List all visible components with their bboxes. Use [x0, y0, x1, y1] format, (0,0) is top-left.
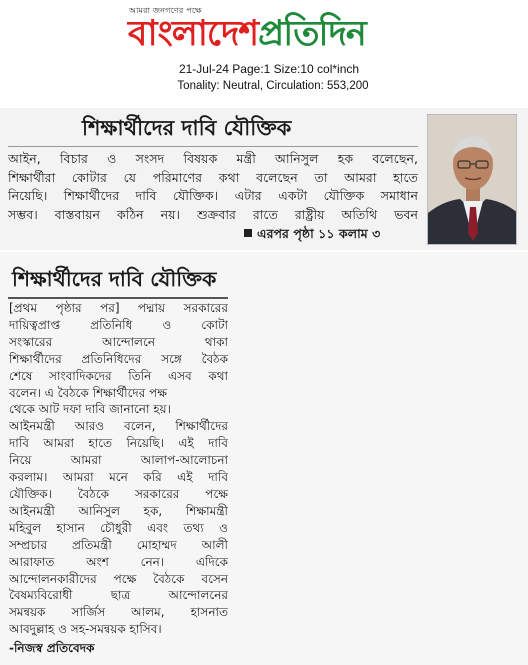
byline: -নিজস্ব প্রতিবেদক — [9, 641, 95, 655]
newspaper-logo — [128, 14, 366, 54]
continuation-body-line: মহিবুল হাসান চৌধুরী এবং তথ্য ও — [9, 520, 228, 535]
front-body-text — [8, 150, 418, 224]
continuation-body-line: নিয়ে আমরা আলাপ-আলোচনা — [9, 453, 228, 468]
jump-text: এরপর পৃষ্ঠা ১১ কলাম ৩ — [257, 226, 381, 241]
continuation-body-line: বৈষম্যবিরোধী ছাত্র আন্দোলনের — [9, 588, 228, 603]
jump-reference — [244, 226, 422, 246]
portrait-image — [428, 115, 517, 245]
logo-word-bangladesh: বাংলাদেশ — [128, 14, 259, 54]
continuation-body-line: দায়িত্বপ্রাপ্ত প্রতিনিধি ও কোটা — [9, 317, 228, 332]
clipping-meta-tonality: Tonality: Neutral, Circulation: 553,200 — [177, 80, 369, 92]
masthead — [0, 0, 528, 110]
continuation-body-line: দাবি আমরা হাতে নিয়েছি। এই দাবি — [9, 436, 228, 451]
logo-word-protidin: প্রতিদিন — [258, 14, 366, 54]
continuation-body-line: থেকে আট দফা দাবি জানানো হয়। — [9, 402, 171, 417]
minister-portrait — [427, 114, 517, 245]
front-body-line: সম্ভব। বাস্তবায়ন কঠিন নয়। শুক্রবার রাতে রাষ্ট্রীয় অতিথি ভবন — [8, 206, 418, 222]
continuation-body-text — [9, 300, 228, 638]
front-body-line: নিয়েছি। শিক্ষার্থীদের দাবি যৌক্তিক। এটার একটা যৌক্তিক সমাধান — [8, 188, 418, 203]
front-headline: শিক্ষার্থীদের দাবি যৌক্তিক — [82, 115, 292, 140]
front-body-line: আইন, বিচার ও সংসদ বিষয়ক মন্ত্রী আনিসুল হক বলেছেন, — [8, 151, 418, 166]
continuation-body-line: শিক্ষার্থীদের প্রতিনিধিদের সঙ্গে বৈঠক — [9, 351, 228, 366]
continuation-body-line: [প্রথম পৃষ্ঠার পর] পদ্মায় সরকারের — [9, 301, 228, 315]
clipping-meta-date-page: 21-Jul-24 Page:1 Size:10 col*inch — [178, 62, 360, 76]
headline-divider — [8, 146, 418, 147]
continuation-body-line: সম্প্রচার প্রতিমন্ত্রী মোহাম্মদ আলী — [9, 537, 228, 552]
continuation-body-line: শেষে সাংবাদিকদের তিনি এসব কথা — [9, 368, 228, 383]
square-bullet-icon — [244, 229, 252, 237]
continuation-body-line: আবদুল্লাহ ও সহ-সমন্বয়ক হাসিব। — [9, 622, 162, 637]
continuation-body-line: বলেন। এ বৈঠকে শিক্ষার্থীদের পক্ষ — [9, 385, 167, 400]
front-body-line: শিক্ষার্থীরা কোটার যে পরিমাণের কথা বলেছেন তা আমরা হাতে — [8, 169, 418, 185]
continuation-body-line: আন্দোলনকারীদের পক্ষে বৈঠকে বসেন — [9, 571, 228, 586]
continuation-body-line: করলাম। আমরা মনে করি এই দাবি — [9, 470, 228, 485]
continuation-body-line: আইনমন্ত্রী আরও বলেন, শিক্ষার্থীদের — [9, 419, 228, 434]
continuation-body-line: সংস্কারের আন্দোলনে থাকা — [9, 334, 228, 349]
masthead-tagline: আমরা জনগণের পক্ষে — [129, 6, 202, 15]
continuation-divider — [8, 297, 228, 299]
continuation-body-line: আইনমন্ত্রী আনিসুল হক, শিক্ষামন্ত্রী — [9, 503, 228, 518]
continuation-body-line: সমন্বয়ক সার্জিস আলম, হাসনাত — [9, 605, 228, 620]
continuation-body-line: যৌক্তিক। বৈঠকে সরকারের পক্ষে — [9, 486, 228, 501]
continuation-body-line: আরাফাত অংশ নেন। এদিকে — [9, 554, 228, 569]
continuation-headline: শিক্ষার্থীদের দাবি যৌক্তিক — [12, 267, 217, 291]
